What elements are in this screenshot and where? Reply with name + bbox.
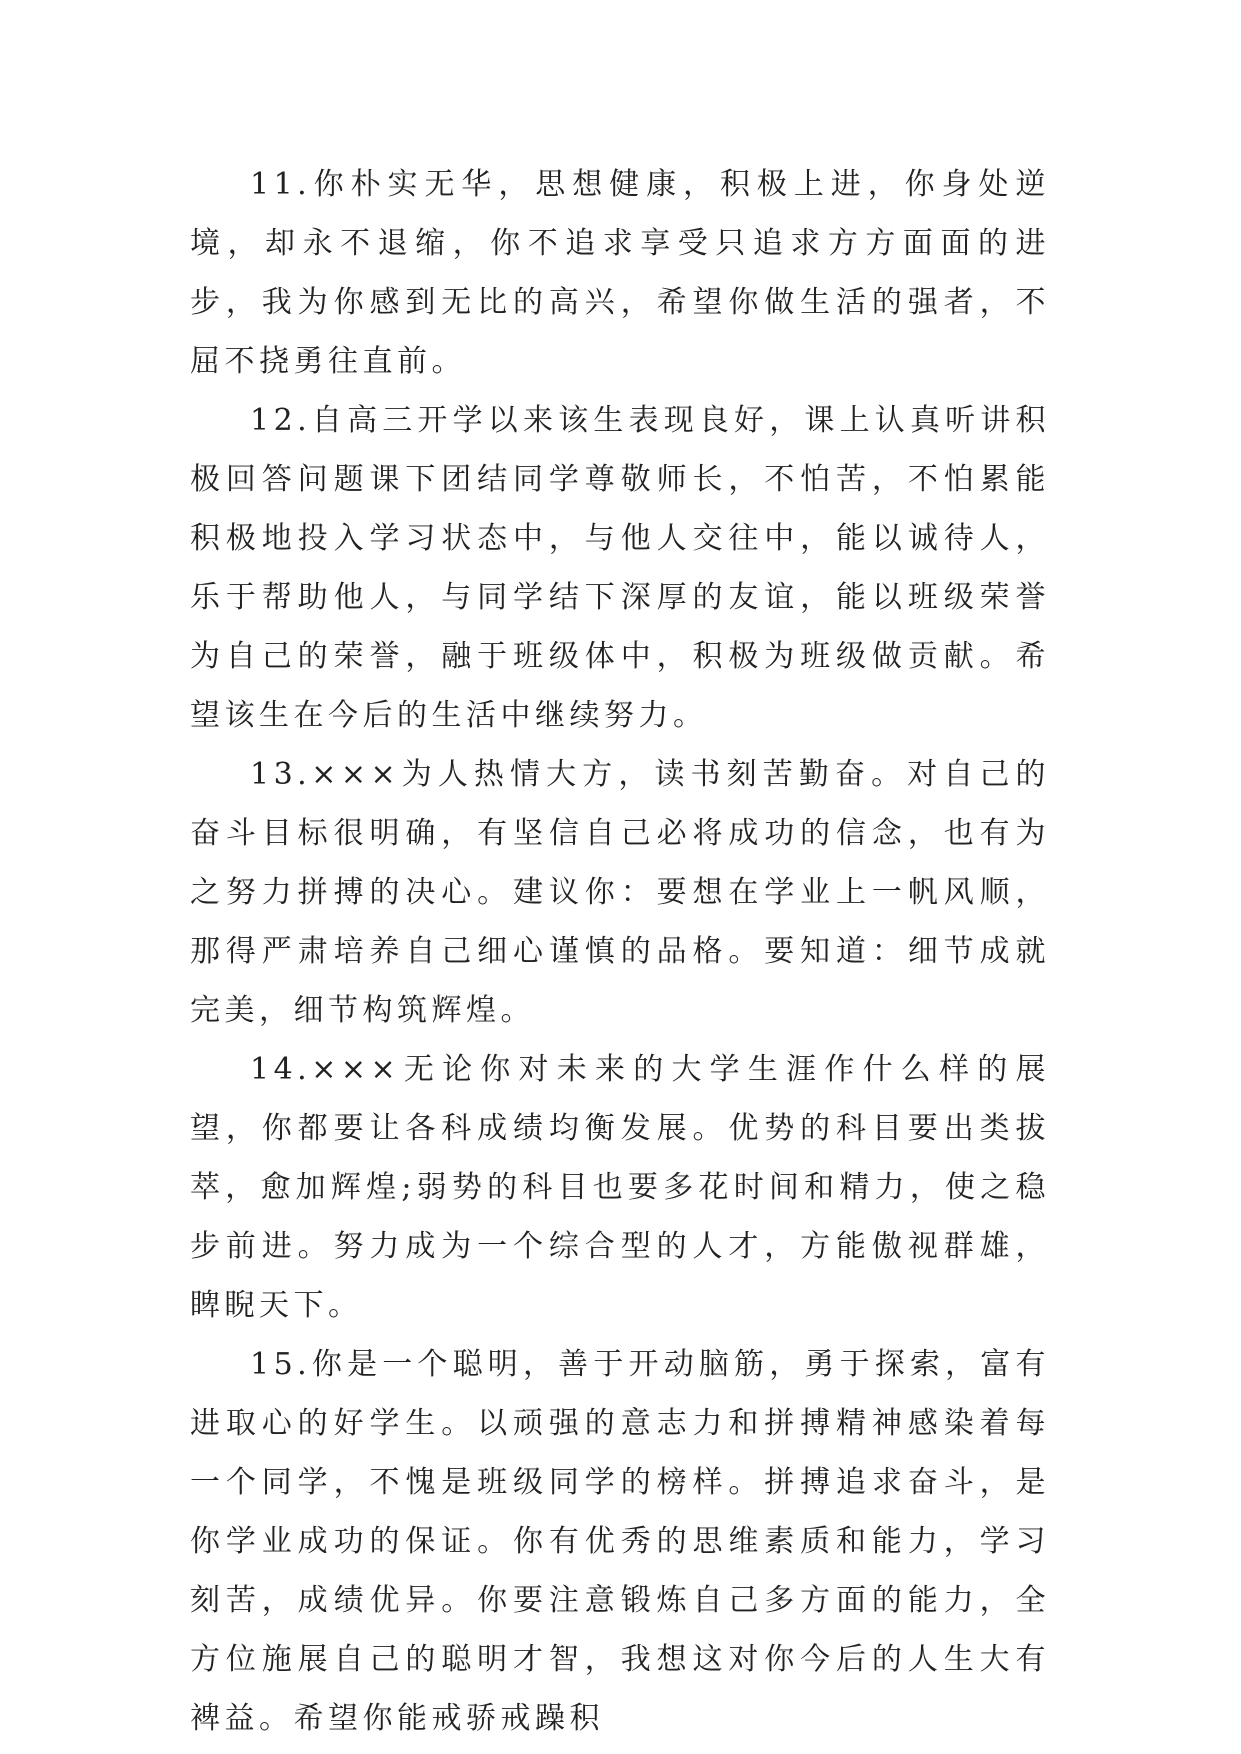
comment-paragraph-12: 12.自高三开学以来该生表现良好，课上认真听讲积极回答问题课下团结同学尊敬师长，不怕苦，不怕累能积极地投入学习状态中，与他人交往中，能以诚待人，乐于帮助他人，与同学结下深厚的友谊，能以班级荣誉为自己的荣誉，融于班级体中，积极为班级做贡献。希望该生在今后的生活中继续努力。 (190, 403, 1050, 733)
comment-paragraph-15: 15.你是一个聪明，善于开动脑筋，勇于探索，富有进取心的好学生。以顽强的意志力和拼搏精神感染着每一个同学，不愧是班级同学的榜样。拼搏追求奋斗，是你学业成功的保证。你有优秀的思维素质和能力，学习刻苦，成绩优异。你要注意锻炼自己多方面的能力，全方位施展自己的聪明才智，我想这对你今后的人生大有裨益。希望你能戒骄戒躁积 (190, 1347, 1050, 1736)
comment-paragraph-11: 11.你朴实无华，思想健康，积极上进，你身处逆境，却永不退缩，你不追求享受只追求方方面面的进步，我为你感到无比的高兴，希望你做生活的强者，不屈不挠勇往直前。 (190, 167, 1050, 379)
comment-paragraph-14: 14.×××无论你对未来的大学生涯作什么样的展望，你都要让各科成绩均衡发展。优势的科目要出类拔萃，愈加辉煌;弱势的科目也要多花时间和精力，使之稳步前进。努力成为一个综合型的人才，方能傲视群雄，睥睨天下。 (190, 1052, 1050, 1323)
comment-paragraph-13: 13.×××为人热情大方，读书刻苦勤奋。对自己的奋斗目标很明确，有坚信自己必将成功的信念，也有为之努力拼搏的决心。建议你：要想在学业上一帆风顺，那得严肃培养自己细心谨慎的品格。要知道：细节成就完美，细节构筑辉煌。 (190, 757, 1050, 1028)
document-body (190, 155, 1050, 1748)
